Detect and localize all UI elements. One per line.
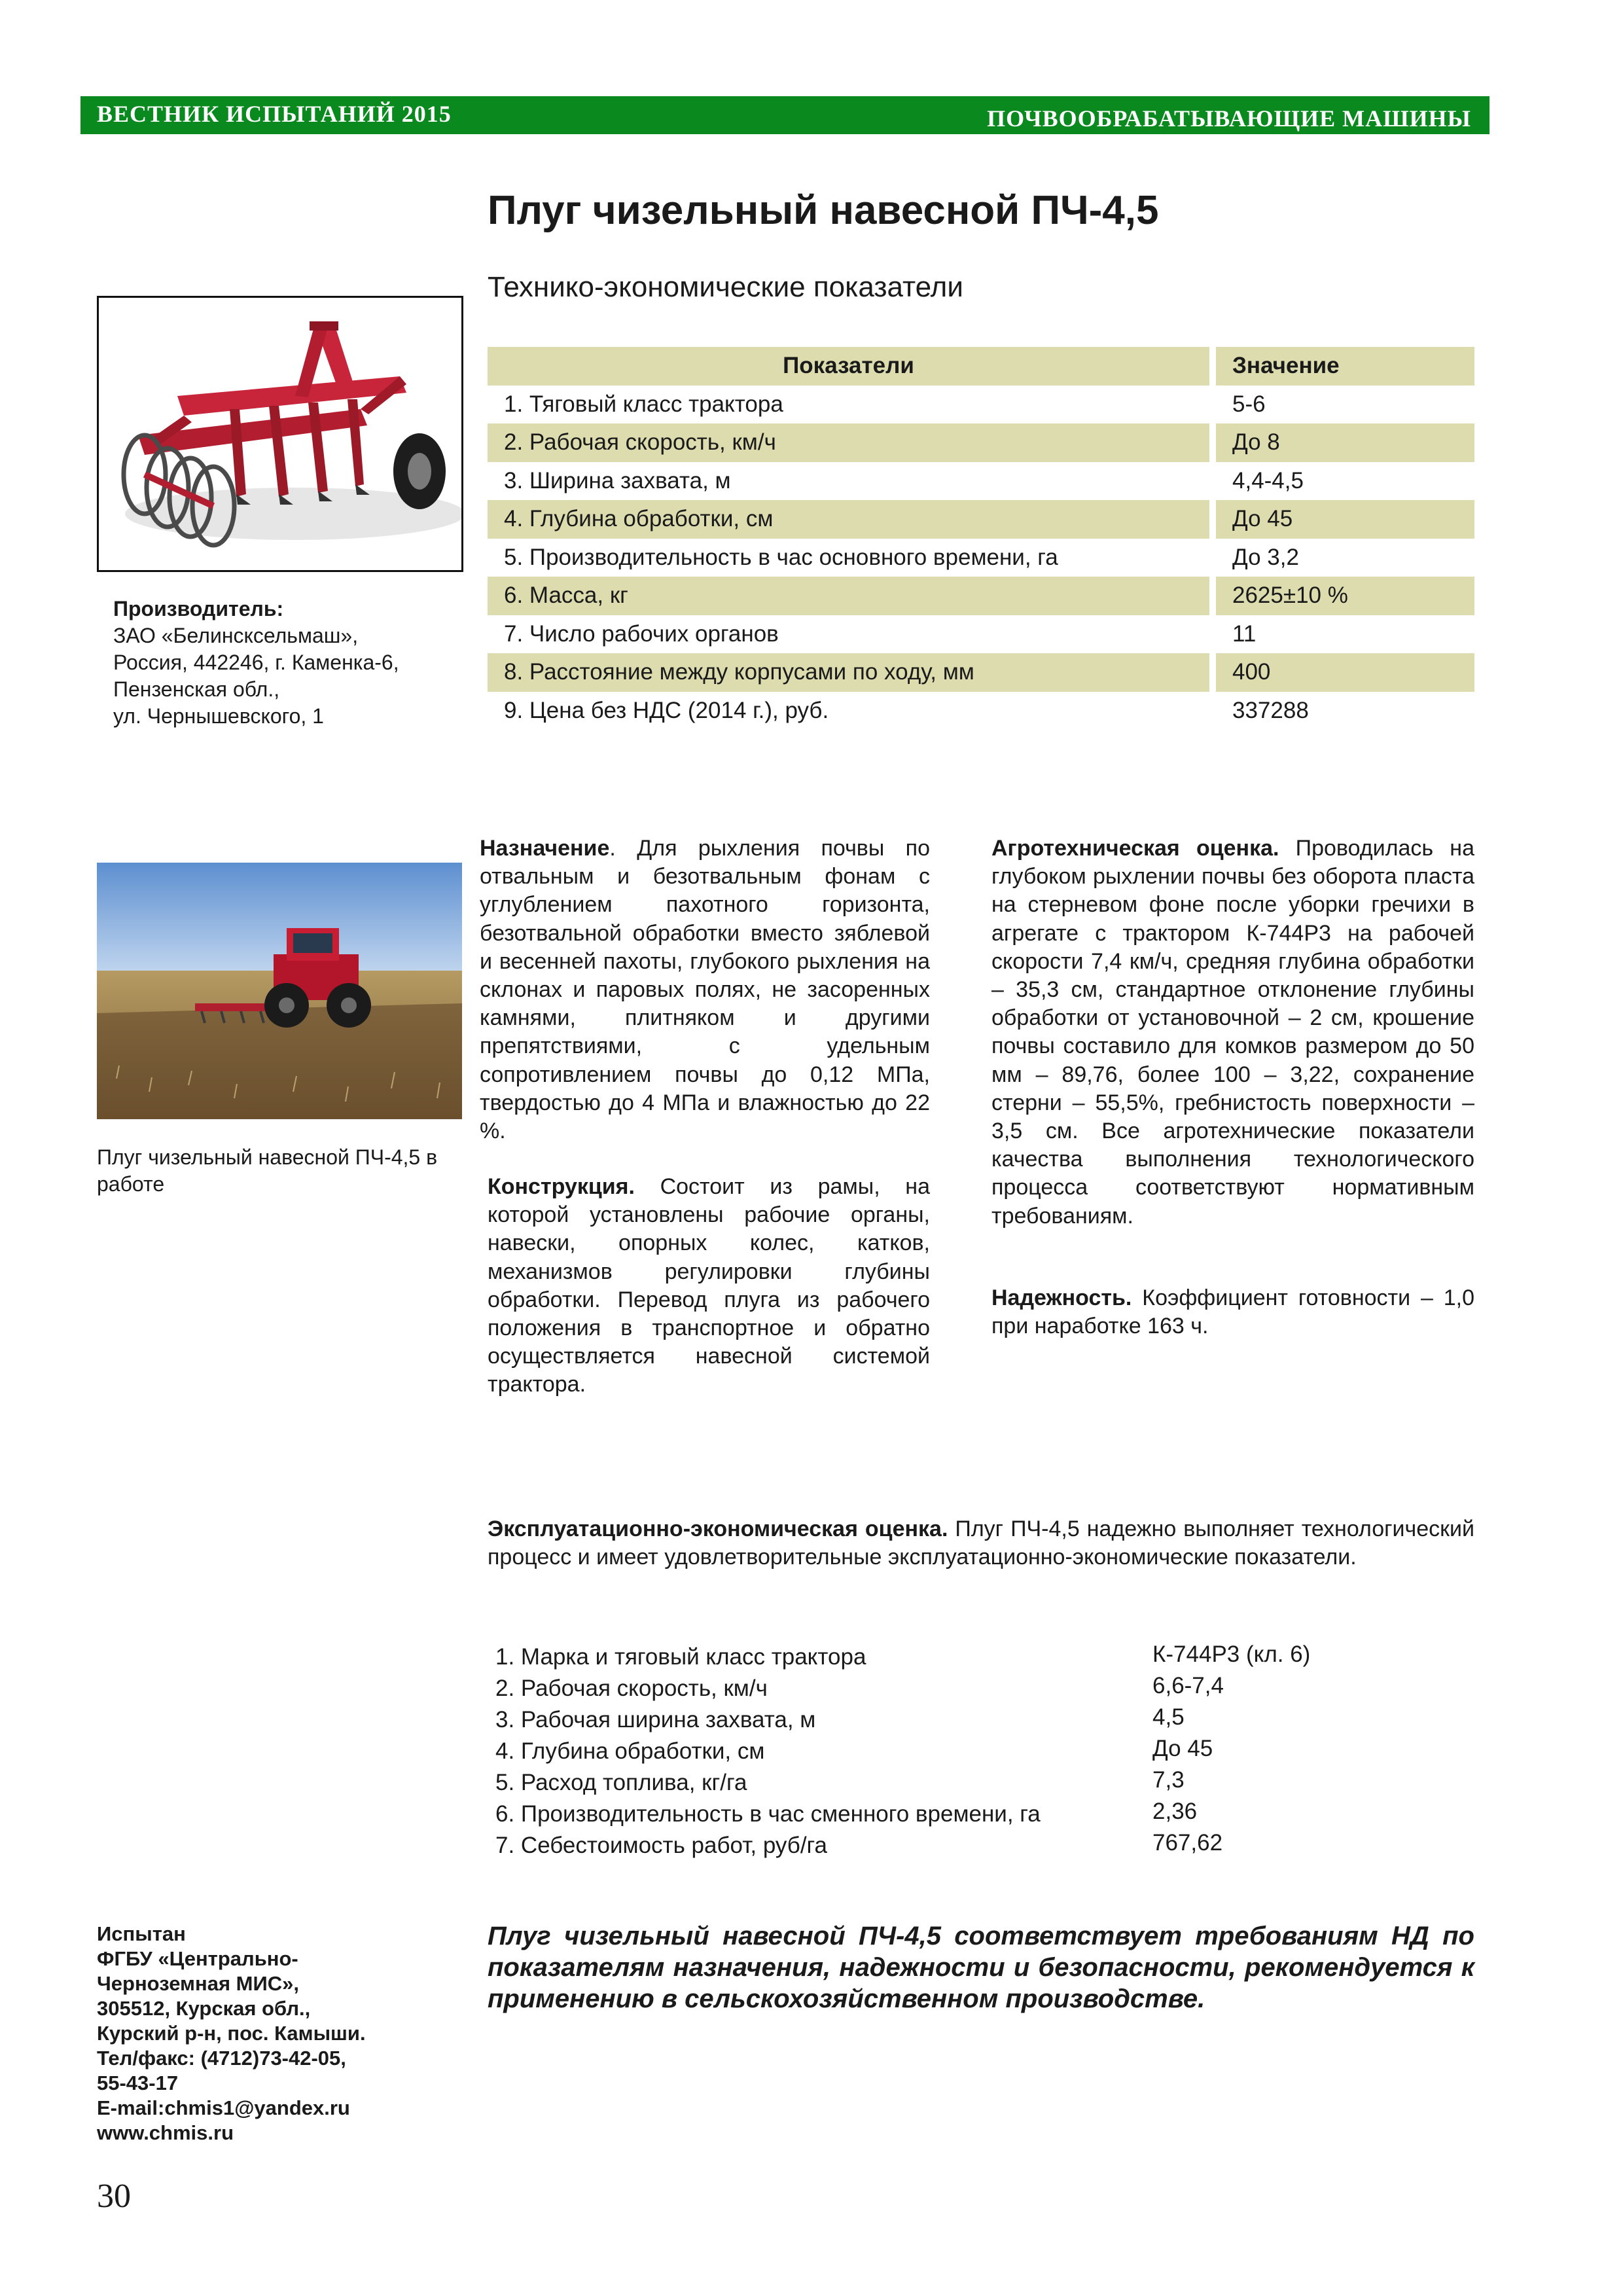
list-item-label: 6. Производительность в час сменного времени, га <box>495 1801 1041 1827</box>
list-item <box>495 1738 1412 1770</box>
tested-line: Курский р-н, пос. Камыши. <box>97 2022 366 2045</box>
tested-line: ФГБУ «Центрально- <box>97 1947 298 1970</box>
list-item-value: 2,36 <box>1152 1799 1198 1824</box>
list-item-label: 1. Марка и тяговый класс трактора <box>495 1644 866 1670</box>
list-item <box>495 1801 1412 1833</box>
list-item <box>495 1830 1412 1864</box>
table-row <box>488 423 1474 462</box>
table-cell: 5-6 <box>1232 391 1266 417</box>
list-item-value: 7,3 <box>1152 1767 1185 1793</box>
list-item-label: 5. Расход топлива, кг/га <box>495 1770 747 1795</box>
page-subtitle: Технико-экономические показатели <box>488 271 963 303</box>
table-row <box>488 539 1474 577</box>
list-item-value: 767,62 <box>1152 1830 1223 1856</box>
table-cell: 3. Ширина захвата, м <box>504 467 731 493</box>
table-row <box>488 386 1474 424</box>
column-header: Значение <box>1216 347 1474 386</box>
table-cell: 2625±10 % <box>1216 577 1474 615</box>
purpose-label: Назначение <box>480 836 610 861</box>
table-cell: 400 <box>1216 653 1474 692</box>
table-row <box>488 615 1474 654</box>
tested-website[interactable]: www.chmis.ru <box>97 2121 234 2144</box>
tractor-field-illustration <box>97 863 462 1119</box>
table-cell: 2. Рабочая скорость, км/ч <box>488 423 1209 462</box>
tested-line: Черноземная МИС», <box>97 1972 299 1995</box>
journal-title: ВЕСТНИК ИСПЫТАНИЙ 2015 <box>97 101 452 127</box>
table-cell: 4,4-4,5 <box>1232 467 1304 493</box>
spec-table <box>488 347 1474 730</box>
tested-line: 55-43-17 <box>97 2072 179 2094</box>
field-photo <box>97 863 462 1119</box>
construction-text: Состоит из рамы, на которой установлены рабочие органы, навески, опорных колес, катков, механизмов регулировки глубины обработки. Перевод плуга из рабочего положения в транспортное и обратно осуществляется навесной системой трактора. <box>488 1174 930 1397</box>
exploitation-paragraph <box>488 1515 1474 1571</box>
header-band <box>80 96 1489 134</box>
table-row <box>488 577 1474 615</box>
list-item-label: 7. Себестоимость работ, руб/га <box>495 1833 828 1858</box>
manufacturer-line: ул. Чернышевского, 1 <box>113 704 324 728</box>
manufacturer-line: Пензенская обл., <box>113 677 280 701</box>
list-item-value: 6,6-7,4 <box>1152 1673 1224 1698</box>
table-cell: 9. Цена без НДС (2014 г.), руб. <box>504 697 829 723</box>
table-row <box>488 692 1474 730</box>
reliability-paragraph <box>991 1284 1474 1340</box>
agro-text: Проводилась на глубоком рыхлении почвы без оборота пласта на стерневом фоне после уборки гречихи в агрегате с трактором К-744Р3 на рабочей скорости 7,4 км/ч, средняя глубина обработки – 35,3 см, стандартное отклонение глубины обработки от установочной – 2 см, крошение почвы составило для комков размером до 50 мм – 89,76, более 100 – 3,22, сохранение стерни – 55,5%, гребнистость поверхности – 3,5 см. Все агротехнические показатели качества выполнения технологического процесса соответствуют нормативным требованиям. <box>991 836 1474 1229</box>
agro-label: Агротехническая оценка. <box>991 836 1279 861</box>
section-title: ПОЧВООБРАБАТЫВАЮЩИЕ МАШИНЫ <box>987 105 1471 132</box>
table-cell: 11 <box>1232 620 1257 647</box>
table-cell: 1. Тяговый класс трактора <box>504 391 783 417</box>
reliability-label: Надежность. <box>991 1285 1132 1310</box>
table-row <box>488 462 1474 501</box>
table-cell: 8. Расстояние между корпусами по ходу, мм <box>488 653 1209 692</box>
tested-line: Испытан <box>97 1922 186 1945</box>
table-cell: 6. Масса, кг <box>488 577 1209 615</box>
list-item-value: До 45 <box>1152 1736 1213 1761</box>
tested-email[interactable]: E-mail:chmis1@yandex.ru <box>97 2096 350 2119</box>
page-number: 30 <box>97 2178 131 2215</box>
list-item <box>495 1767 1412 1801</box>
table-row <box>488 500 1474 539</box>
table-header-row <box>488 347 1474 386</box>
manufacturer-block <box>113 596 467 730</box>
plow-illustration <box>99 298 461 570</box>
purpose-text: . Для рыхления почвы по отвальным и безотвальным фонам с углублением пахотного горизонта, безотвальной обработки вместо зяблевой и весенней пахоты, глубокого рыхления на склонах и паровых полях, не засоренных камнями, плитняком и другими препятствиями, с удельным сопротивлением почвы до 0,12 МПа, твердостью до 4 МПа и влажностью до 22 %. <box>480 836 930 1144</box>
list-item <box>495 1673 1412 1707</box>
list-item-value: 4,5 <box>1152 1704 1185 1730</box>
manufacturer-line: ЗАО «Белинсксельмаш», <box>113 624 359 647</box>
construction-paragraph <box>488 1173 930 1399</box>
manufacturer-line: Россия, 442246, г. Каменка-6, <box>113 651 399 674</box>
table-cell: 337288 <box>1232 697 1309 723</box>
construction-label: Конструкция. <box>488 1174 635 1199</box>
conclusion-text: Плуг чизельный навесной ПЧ-4,5 соответствует требованиям НД по показателям назначения, надежности и безопасности, рекомендуется к применению в сельскохозяйственном производстве. <box>488 1922 1474 2013</box>
list-item-label: 3. Рабочая ширина захвата, м <box>495 1707 816 1732</box>
agro-paragraph <box>991 834 1474 1230</box>
exploitation-label: Эксплуатационно-экономическая оценка. <box>488 1516 948 1541</box>
table-cell: 4. Глубина обработки, см <box>488 500 1209 539</box>
list-item <box>495 1641 1412 1676</box>
column-header: Показатели <box>488 347 1209 386</box>
tested-line: Тел/факс: (4712)73-42-05, <box>97 2047 346 2070</box>
table-row <box>488 653 1474 692</box>
exploitation-list <box>495 1641 1412 1864</box>
reliability-text: Коэффициент готовности – 1,0 при наработке 163 ч. <box>991 1285 1474 1339</box>
list-item-label: 4. Глубина обработки, см <box>495 1738 765 1764</box>
table-cell: 5. Производительность в час основного времени, га <box>504 544 1058 570</box>
table-cell: До 3,2 <box>1232 544 1299 570</box>
manufacturer-label: Производитель: <box>113 597 284 620</box>
exploitation-text: Плуг ПЧ-4,5 надежно выполняет технологический процесс и имеет удовлетворительные эксплуатационно-экономические показатели. <box>488 1516 1474 1570</box>
table-cell: 7. Число рабочих органов <box>504 620 779 647</box>
table-cell: До 45 <box>1216 500 1474 539</box>
purpose-paragraph <box>480 834 930 1145</box>
plow-photo <box>97 296 463 572</box>
photo-caption: Плуг чизельный навесной ПЧ-4,5 в работе <box>97 1145 438 1196</box>
list-item-label: 2. Рабочая скорость, км/ч <box>495 1676 768 1701</box>
page-title: Плуг чизельный навесной ПЧ-4,5 <box>488 188 1159 233</box>
tested-line: 305512, Курская обл., <box>97 1997 311 2020</box>
list-item <box>495 1704 1412 1738</box>
list-item-value: К-744Р3 (кл. 6) <box>1152 1641 1311 1667</box>
tested-by-block <box>97 1922 463 2145</box>
table-cell: До 8 <box>1216 423 1474 462</box>
